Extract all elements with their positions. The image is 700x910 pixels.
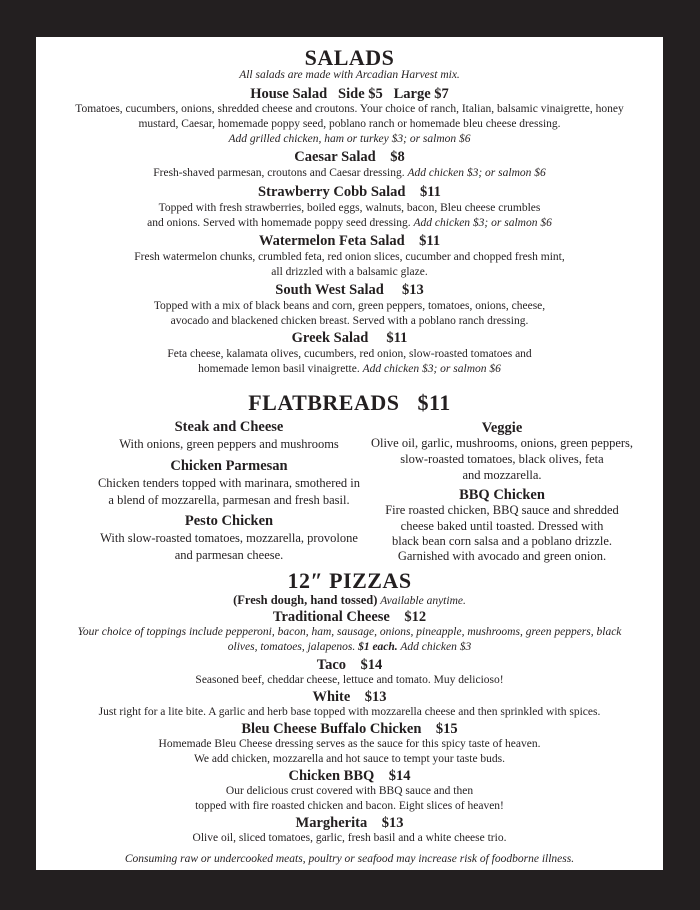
greek-salad-desc-2 (36, 364, 663, 376)
house-salad-title (36, 87, 663, 102)
flatbread-bbq-name: BBQ Chicken (459, 487, 545, 503)
pizza-traditional-each: $1 each. (358, 641, 398, 653)
flatbread-bbq-desc-2: cheese baked until toasted. Dressed with (400, 519, 604, 533)
pizza-traditional-price: $12 (404, 609, 427, 625)
watermelon-salad-title (36, 234, 663, 249)
cobb-salad-name: Strawberry Cobb Salad (258, 184, 406, 200)
salads-subtitle: All salads are made with Arcadian Harvest mix. (239, 69, 460, 81)
flatbreads-price: $11 (417, 390, 451, 415)
house-salad-desc-1: Tomatoes, cucumbers, onions, shredded cheese and croutons. Your choice of ranch, Italian, balsamic vinaigrette, honey (75, 103, 624, 115)
pizza-buffalo-desc-1: Homemade Bleu Cheese dressing serves as the sauce for this spicy taste of heaven. (158, 738, 541, 750)
caesar-salad-addon: Add chicken $3; or salmon $6 (407, 167, 546, 179)
pizza-taco-price: $14 (360, 657, 383, 673)
flatbreads-heading (36, 392, 663, 414)
flatbread-veggie-desc-3: and mozzarella. (462, 468, 542, 482)
cobb-salad-desc-2-text: and onions. Served with homemade poppy seed dressing. (147, 217, 411, 229)
flatbread-steak-desc-1: With onions, green peppers and mushrooms (119, 437, 339, 451)
pizza-traditional-title (36, 610, 663, 625)
flatbread-veggie-name: Veggie (481, 420, 523, 436)
house-salad-addon: Add grilled chicken, ham or turkey $3; or salmon $6 (228, 133, 471, 145)
greek-salad-name: Greek Salad (291, 330, 369, 346)
caesar-salad-desc (36, 168, 663, 180)
flatbread-pesto-desc-2: and parmesan cheese. (174, 548, 284, 562)
watermelon-salad-name: Watermelon Feta Salad (258, 233, 405, 249)
pizza-margherita-title (36, 816, 663, 831)
pizzas-subtitle-italic: Available anytime. (380, 595, 466, 607)
flatbread-parm-desc-1: Chicken tenders topped with marinara, smothered in (97, 476, 361, 490)
greek-salad-addon: Add chicken $3; or salmon $6 (362, 363, 501, 375)
pizza-buffalo-price: $15 (435, 721, 458, 737)
pizza-bbq-price: $14 (388, 768, 411, 784)
cobb-salad-addon: Add chicken $3; or salmon $6 (413, 217, 552, 229)
greek-salad-title (36, 331, 663, 346)
watermelon-salad-price: $11 (419, 233, 441, 249)
pizza-traditional-name: Traditional Cheese (272, 609, 390, 625)
flatbread-pesto-name: Pesto Chicken (184, 513, 274, 529)
pizza-traditional-addon: Add chicken $3 (400, 641, 472, 653)
pizza-traditional-desc-2-text: olives, tomatoes, jalapenos. (227, 641, 356, 653)
flatbread-veggie-desc-1: Olive oil, garlic, mushrooms, onions, green peppers, (370, 436, 634, 450)
greek-salad-desc-1: Feta cheese, kalamata olives, cucumbers, red onion, slow-roasted tomatoes and (167, 348, 532, 360)
flatbread-bbq-desc-1: Fire roasted chicken, BBQ sauce and shredded (385, 503, 619, 517)
pizza-white-desc-1: Just right for a lite bite. A garlic and herb base topped with mozzarella cheese and then sprinkled with spices. (98, 706, 601, 718)
house-salad-side-price: Side $5 (338, 86, 383, 102)
pizzas-subtitle-bold: (Fresh dough, hand tossed) (233, 593, 378, 607)
pizzas-heading: 12″ PIZZAS (287, 568, 412, 593)
cobb-salad-title (36, 185, 663, 200)
southwest-salad-desc-2: avocado and blackened chicken breast. Served with a poblano ranch dressing. (170, 315, 529, 327)
caesar-salad-title (36, 150, 663, 165)
caesar-salad-name: Caesar Salad (294, 149, 376, 165)
pizza-traditional-desc-2 (36, 642, 663, 654)
salads-heading: SALADS (304, 45, 395, 70)
caesar-salad-price: $8 (390, 149, 405, 165)
pizzas-subtitle (36, 594, 663, 608)
pizza-white-price: $13 (364, 689, 387, 705)
house-salad-desc-2: mustard, Caesar, homemade poppy seed, poblano ranch or homemade bleu cheese dressing. (138, 118, 561, 130)
pizza-margherita-price: $13 (381, 815, 404, 831)
flatbread-parm-name: Chicken Parmesan (170, 458, 288, 474)
pizza-bbq-desc-1: Our delicious crust covered with BBQ sauce and then (225, 785, 474, 797)
pizza-taco-title (36, 658, 663, 673)
pizza-buffalo-title (36, 722, 663, 737)
pizza-bbq-desc-2: topped with fire roasted chicken and bacon. Eight slices of heaven! (195, 800, 504, 812)
greek-salad-price: $11 (386, 330, 408, 346)
flatbread-parm-desc-2: a blend of mozzarella, parmesan and fresh basil. (108, 493, 350, 507)
southwest-salad-name: South West Salad (275, 282, 384, 298)
pizza-bbq-name: Chicken BBQ (288, 768, 375, 784)
pizza-buffalo-desc-2: We add chicken, mozzarella and hot sauce to tempt your taste buds. (193, 753, 506, 765)
cobb-salad-desc-2 (36, 218, 663, 230)
pizza-traditional-desc-1: Your choice of toppings include pepperoni, bacon, ham, sausage, onions, pineapple, mushrooms, green peppers, black (77, 626, 622, 638)
southwest-salad-price: $13 (401, 282, 424, 298)
pizza-taco-desc-1: Seasoned beef, cheddar cheese, lettuce and tomato. Muy delicioso! (195, 674, 504, 686)
house-salad-large-price: Large $7 (393, 86, 449, 102)
house-salad-name: House Salad (250, 86, 328, 102)
pizza-white-name: White (312, 689, 351, 705)
foodborne-disclaimer: Consuming raw or undercooked meats, poultry or seafood may increase risk of foodborne illness. (124, 853, 575, 865)
flatbread-veggie-desc-2: slow-roasted tomatoes, black olives, feta (400, 452, 604, 466)
southwest-salad-desc-1: Topped with a mix of black beans and corn, green peppers, tomatoes, onions, cheese, (153, 300, 546, 312)
pizza-bbq-title (36, 769, 663, 784)
flatbread-bbq-desc-3: black bean corn salsa and a poblano drizzle. (391, 534, 613, 548)
pizza-margherita-desc-1: Olive oil, sliced tomatoes, garlic, fresh basil and a white cheese trio. (192, 832, 507, 844)
pizza-margherita-name: Margherita (295, 815, 368, 831)
cobb-salad-desc-1: Topped with fresh strawberries, boiled eggs, walnuts, bacon, Bleu cheese crumbles (158, 202, 541, 214)
cobb-salad-price: $11 (419, 184, 441, 200)
watermelon-salad-desc-2: all drizzled with a balsamic glaze. (271, 266, 428, 278)
flatbread-bbq-desc-4: Garnished with avocado and green onion. (397, 549, 607, 563)
flatbreads-title: FLATBREADS (248, 390, 400, 415)
pizza-buffalo-name: Bleu Cheese Buffalo Chicken (241, 721, 422, 737)
watermelon-salad-desc-1: Fresh watermelon chunks, crumbled feta, red onion slices, cucumber and chopped fresh mint, (134, 251, 565, 263)
caesar-salad-desc-text: Fresh-shaved parmesan, croutons and Caesar dressing. (153, 167, 405, 179)
southwest-salad-title (36, 283, 663, 298)
flatbread-pesto-desc-1: With slow-roasted tomatoes, mozzarella, provolone (100, 531, 358, 545)
pizza-taco-name: Taco (316, 657, 347, 673)
flatbread-steak-name: Steak and Cheese (174, 419, 284, 435)
greek-salad-desc-2-text: homemade lemon basil vinaigrette. (198, 363, 360, 375)
pizza-white-title (36, 690, 663, 705)
menu-page (36, 37, 663, 870)
